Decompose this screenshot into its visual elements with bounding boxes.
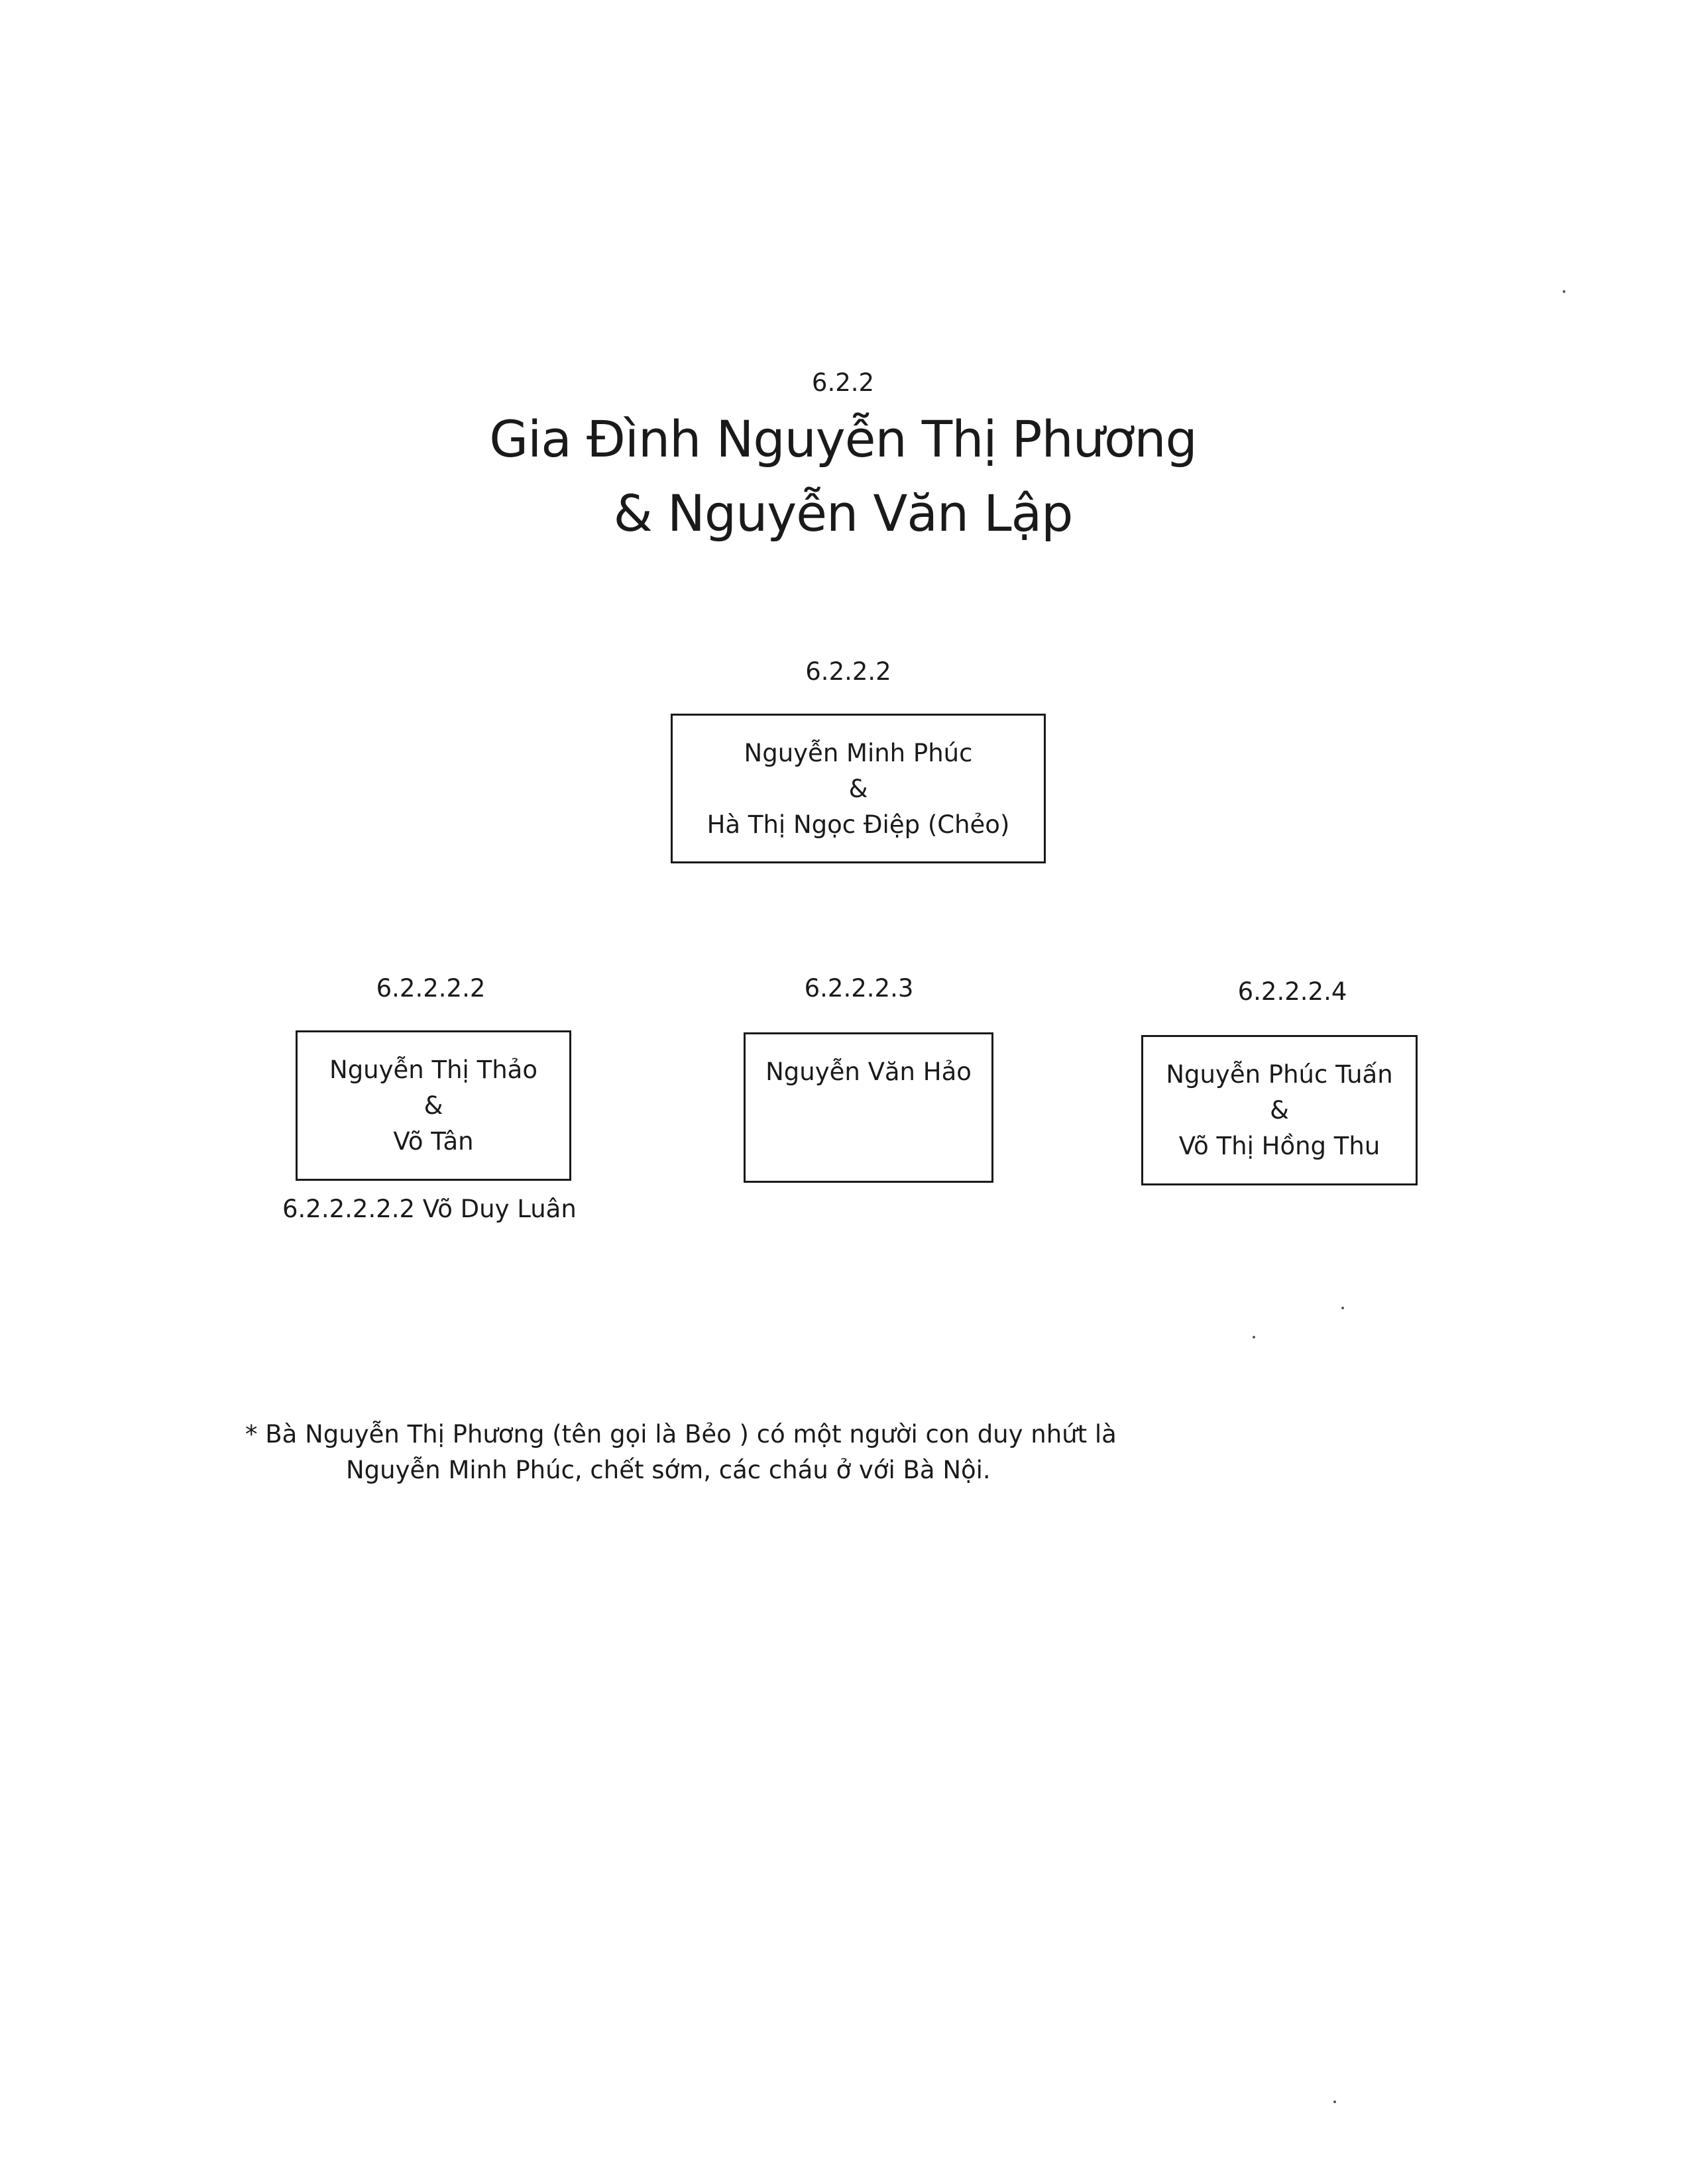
- scan-speck: [1253, 1336, 1255, 1338]
- root-node-code: 6.2.2.2: [805, 657, 891, 686]
- child-node-name: Nguyễn Thị Thảo: [329, 1056, 537, 1084]
- child-node-code: 6.2.2.2.4: [1237, 977, 1347, 1006]
- scan-speck: [1563, 290, 1565, 293]
- child-node-spouse: Võ Tân: [393, 1127, 474, 1156]
- child-node-box: [296, 1030, 571, 1181]
- root-node-ampersand: &: [848, 775, 868, 803]
- scan-speck: [1341, 1307, 1344, 1309]
- child-node-ampersand: &: [1270, 1096, 1289, 1124]
- child-node-code: 6.2.2.2.3: [804, 974, 914, 1003]
- page-title-line-1: Gia Đình Nguyễn Thị Phương: [489, 410, 1197, 468]
- footnote: [245, 1417, 1117, 1488]
- child-node-ampersand: &: [423, 1091, 443, 1120]
- child-node-code: 6.2.2.2.2: [376, 974, 486, 1003]
- scan-speck: [1333, 2101, 1336, 2103]
- child-node-box: [1141, 1035, 1418, 1185]
- child-node-name: Nguyễn Văn Hảo: [765, 1058, 972, 1086]
- footnote-line-2: Nguyễn Minh Phúc, chết sớm, các cháu ở với Bà Nội.: [346, 1456, 991, 1484]
- child-node-name: Nguyễn Phúc Tuấn: [1166, 1060, 1393, 1089]
- section-code: 6.2.2: [811, 368, 875, 397]
- root-node-box: [671, 714, 1046, 863]
- root-node-name: Nguyễn Minh Phúc: [744, 739, 973, 767]
- child-node-spouse: Võ Thị Hồng Thu: [1178, 1132, 1380, 1160]
- child-node-box: [744, 1032, 993, 1183]
- root-node-spouse: Hà Thị Ngọc Điệp (Chẻo): [706, 810, 1010, 839]
- grandchild-entry: 6.2.2.2.2.2 Võ Duy Luân: [282, 1195, 577, 1223]
- footnote-line-1: * Bà Nguyễn Thị Phương (tên gọi là Bẻo ) có một người con duy nhứt là: [245, 1420, 1117, 1448]
- page-title-line-2: & Nguyễn Văn Lập: [613, 484, 1073, 543]
